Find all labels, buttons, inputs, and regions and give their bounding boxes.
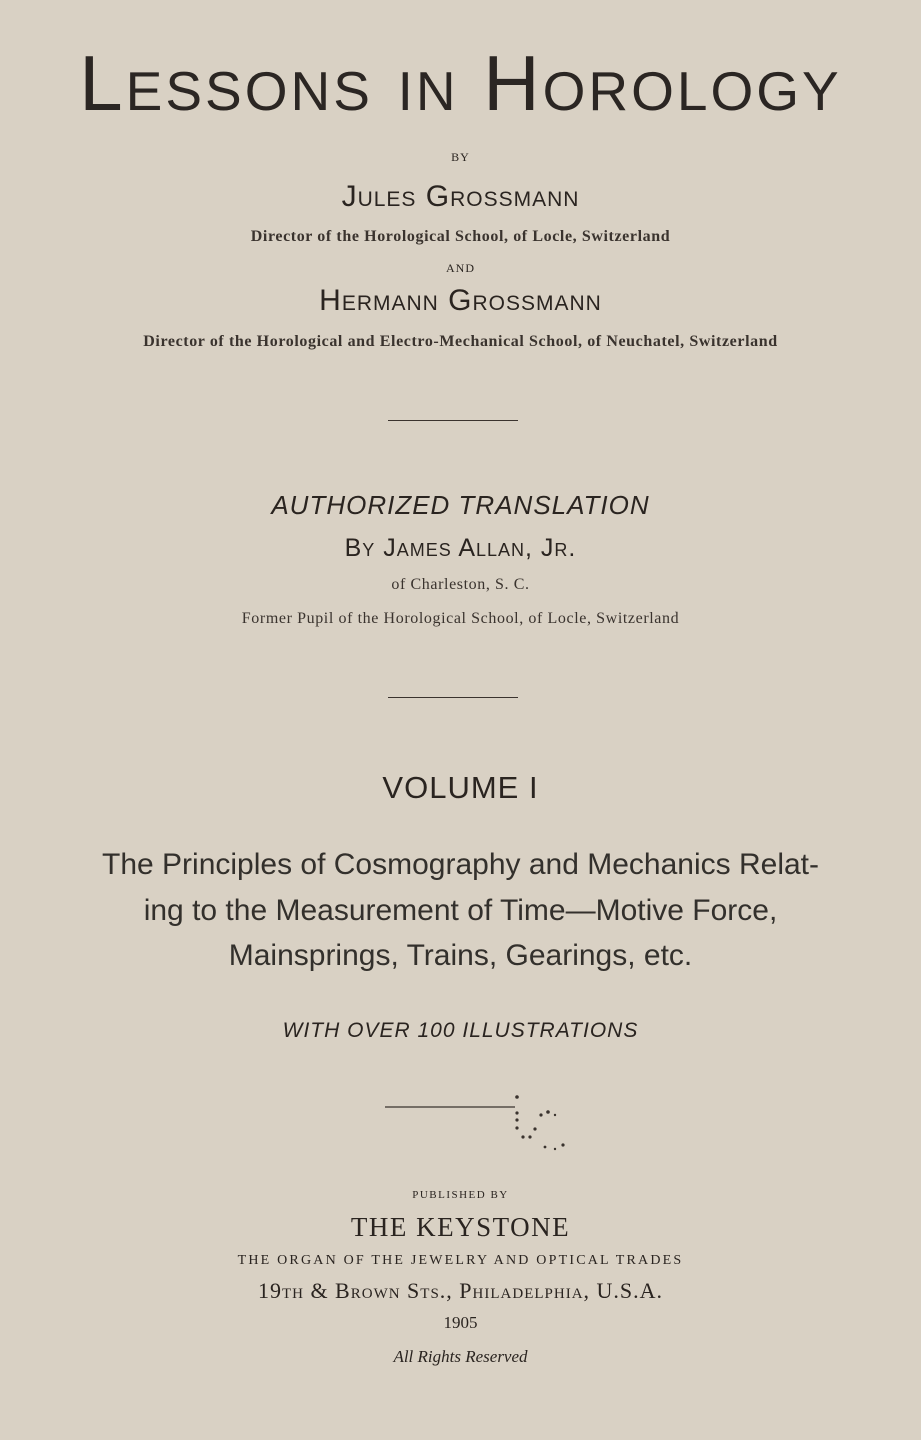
illustrations-note: WITH OVER 100 ILLUSTRATIONS	[282, 1019, 639, 1042]
author-1-role: Director of the Horological School, of Locle, Switzerland	[250, 228, 671, 245]
book-title: Lessons in Horology	[79, 39, 842, 127]
description-line: ing to the Measurement of Time—Motive Force,	[143, 894, 778, 927]
description-line: Mainsprings, Trains, Gearings, etc.	[228, 939, 693, 972]
publisher-tagline: THE ORGAN OF THE JEWELRY AND OPTICAL TRADES	[237, 1253, 684, 1268]
translator-name: By James Allan, Jr.	[344, 534, 577, 562]
description-line: The Principles of Cosmography and Mechanics Relat-	[102, 848, 819, 881]
by-label: BY	[451, 150, 470, 164]
divider-rule	[388, 420, 518, 421]
and-label: AND	[446, 261, 475, 275]
ornament-icon	[385, 1095, 585, 1155]
author-2-role: Director of the Horological and Electro-Mechanical School, of Neuchatel, Switzerland	[143, 333, 778, 350]
published-by-label: PUBLISHED BY	[412, 1189, 509, 1201]
divider-rule	[388, 697, 518, 698]
volume-label: VOLUME I	[382, 770, 539, 805]
publication-year: 1905	[443, 1313, 478, 1332]
translation-heading: AUTHORIZED TRANSLATION	[271, 490, 650, 520]
publisher-address: 19th & Brown Sts., Philadelphia, U.S.A.	[257, 1278, 664, 1303]
author-1-name: Jules Grossmann	[341, 180, 580, 213]
rights-notice: All Rights Reserved	[393, 1347, 528, 1366]
publisher-name: THE KEYSTONE	[350, 1212, 571, 1242]
author-2-name: Hermann Grossmann	[319, 284, 602, 317]
translator-credential: Former Pupil of the Horological School, of Locle, Switzerland	[241, 610, 680, 627]
translator-location: of Charleston, S. C.	[391, 576, 530, 593]
